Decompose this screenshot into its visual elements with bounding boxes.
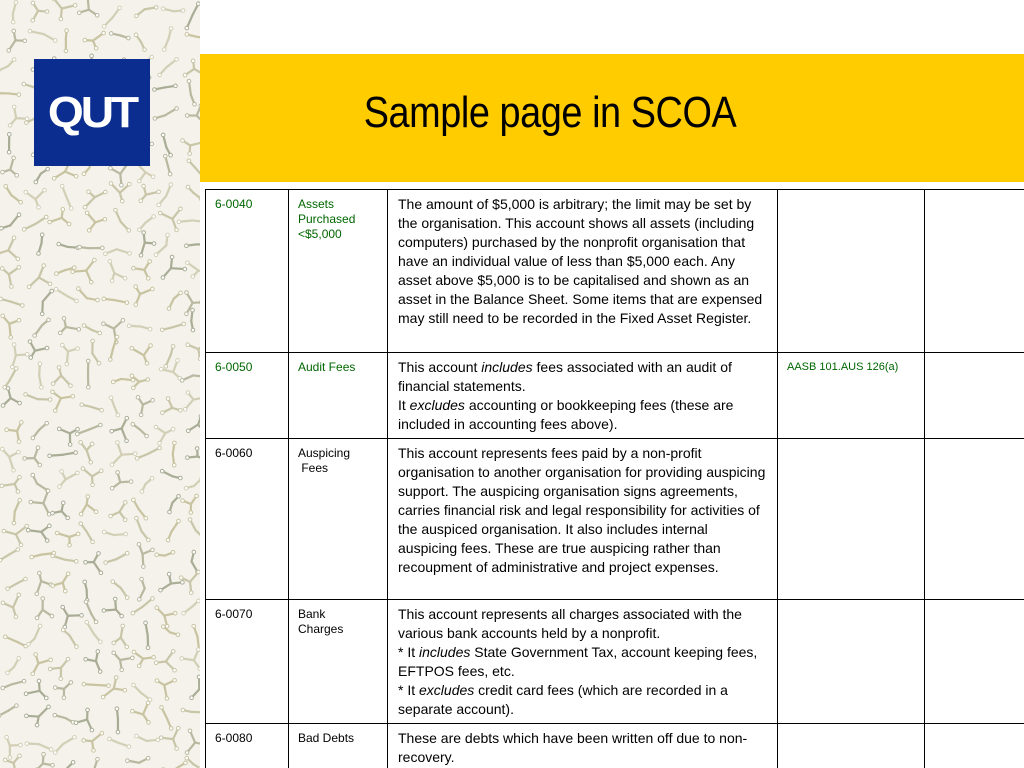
scoa-table <box>205 189 1024 768</box>
account-name-line: Charges <box>298 622 344 636</box>
table-row <box>206 439 1024 600</box>
account-extra <box>925 439 1024 600</box>
account-description <box>388 353 778 439</box>
account-code: 6-0070 <box>206 600 289 724</box>
description-emphasis: excludes <box>409 397 465 413</box>
account-description: These are debts which have been written off due to non-recovery. <box>388 724 778 768</box>
page-title: Sample page in SCOA <box>363 88 737 137</box>
description-text: fees associated with an audit of financial statements. <box>398 359 732 394</box>
description-emphasis: excludes <box>419 682 475 698</box>
description-text: * It <box>398 644 420 660</box>
description-text: This account <box>398 359 482 375</box>
account-name-line: Auspicing <box>298 446 351 460</box>
account-code: 6-0050 <box>206 353 289 439</box>
description-paragraph: This account represents all charges associated with the various bank accounts held by a nonprofit. <box>398 606 742 641</box>
description-text: It <box>398 397 410 413</box>
account-extra <box>925 190 1024 353</box>
account-name-line: Assets <box>298 197 335 211</box>
description-text: * It <box>398 682 420 698</box>
account-code: 6-0060 <box>206 439 289 600</box>
account-extra <box>925 353 1024 439</box>
table-row <box>206 353 1024 439</box>
account-name <box>289 724 388 768</box>
account-reference <box>778 600 925 724</box>
account-name-line: <$5,000 <box>298 227 342 241</box>
account-name-line: Purchased <box>298 212 356 226</box>
account-extra <box>925 724 1024 768</box>
account-code: 6-0040 <box>206 190 289 353</box>
account-extra <box>925 600 1024 724</box>
description-text: accounting or bookkeeping fees (these are included in accounting fees above). <box>398 397 734 432</box>
logo-text: QUT <box>47 87 137 137</box>
description-text: credit card fees (which are recorded in a separate account). <box>398 682 728 717</box>
account-name-line: Bad Debts <box>298 731 355 745</box>
description-text: State Government Tax, account keeping fees, EFTPOS fees, etc. <box>398 644 758 679</box>
account-description <box>388 600 778 724</box>
account-description: The amount of $5,000 is arbitrary; the limit may be set by the organisation. This account shows all assets (including computers) purchased by the nonprofit organisation that have an individual value of less than $5,000 each. Any asset above $5,000 is to be capitalised and shown as an asset in the Balance Sheet. Some items that are expensed may still need to be recorded in the Fixed Asset Register. <box>388 190 778 353</box>
account-reference <box>778 724 925 768</box>
account-name <box>289 600 388 724</box>
table-row <box>206 600 1024 724</box>
description-paragraph <box>398 681 767 719</box>
account-code: 6-0080 <box>206 724 289 768</box>
description-emphasis: includes <box>419 644 471 660</box>
description-paragraph <box>398 396 767 434</box>
account-description: This account represents fees paid by a non-profit organisation to another organisation for providing auspicing support. The auspicing organisation signs agreements, carries financial risk and legal responsibility for activities of the auspiced organisation. It also includes internal auspicing fees. These are true auspicing rather than recoupment of administrative and project expenses. <box>388 439 778 600</box>
qut-logo <box>34 59 150 166</box>
account-name <box>289 353 388 439</box>
description-paragraph <box>398 643 767 681</box>
table-row <box>206 190 1024 353</box>
account-reference <box>778 439 925 600</box>
account-name-line: Audit Fees <box>298 360 356 374</box>
account-name-line: Bank <box>298 607 326 621</box>
account-reference <box>778 190 925 353</box>
account-name <box>289 190 388 353</box>
table-row <box>206 724 1024 768</box>
description-paragraph <box>398 358 767 396</box>
account-name-line: Fees <box>298 461 329 475</box>
account-reference: AASB 101.AUS 126(a) <box>778 353 925 439</box>
description-emphasis: includes <box>481 359 533 375</box>
account-name <box>289 439 388 600</box>
